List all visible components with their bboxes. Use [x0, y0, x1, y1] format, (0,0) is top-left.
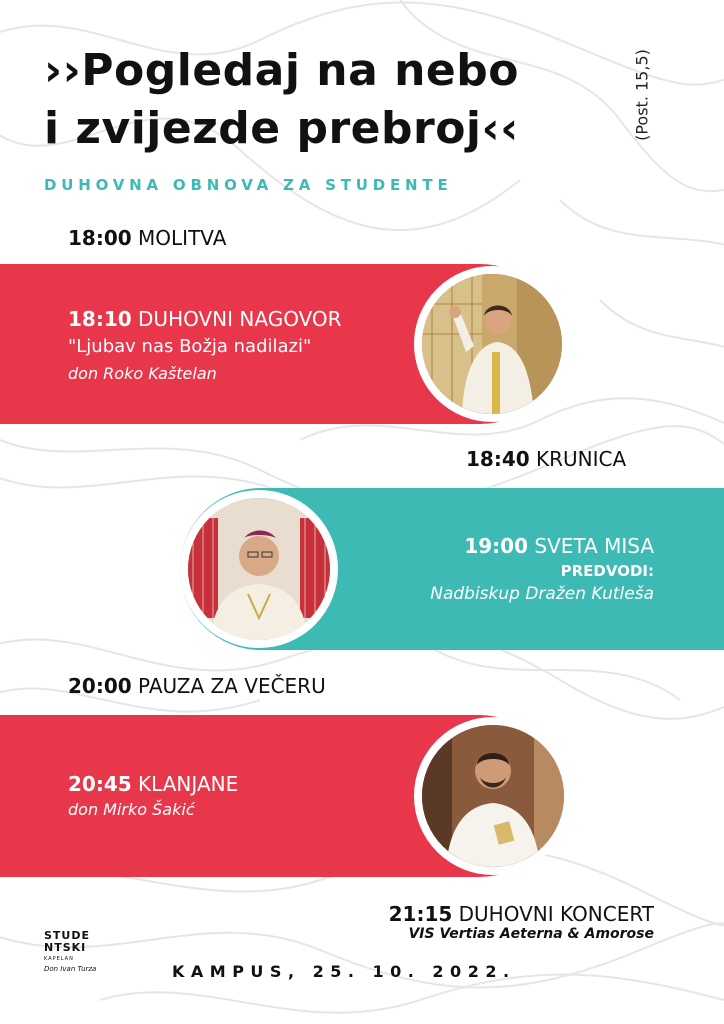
bible-reference [628, 40, 656, 150]
schedule-time: 18:00 [68, 226, 132, 250]
schedule-label: DUHOVNI NAGOVOR [138, 307, 342, 331]
schedule-label: DUHOVNI KONCERT [458, 902, 654, 926]
logo-line-1: STUDE [44, 929, 91, 942]
misa-note: PREDVODI: [560, 562, 654, 580]
schedule-label: SVETA MISA [534, 534, 654, 558]
schedule-label: PAUZA ZA VEČERU [138, 674, 326, 698]
schedule-time: 18:10 [68, 307, 132, 331]
speaker-photo-roko [414, 266, 570, 422]
schedule-item-koncert [389, 902, 654, 926]
schedule-item-klanjane [68, 772, 238, 796]
misa-speaker: Nadbiskup Dražen Kutleša [430, 584, 654, 604]
logo-signature: Don Ivan Turza [44, 965, 97, 973]
title-line-1: ››Pogledaj na nebo [44, 45, 519, 96]
page-title [44, 42, 519, 158]
studentski-kapelan-logo [44, 930, 104, 973]
koncert-performers: VIS Vertias Aeterna & Amorose [408, 926, 654, 942]
schedule-time: 21:15 [388, 902, 453, 926]
schedule-label: KLANJANE [138, 772, 239, 796]
schedule-item-krunica [466, 447, 626, 471]
speaker-photo-kutlesa [180, 490, 338, 648]
schedule-time: 19:00 [464, 534, 529, 558]
bible-reference-text: (Post. 15,5) [632, 49, 652, 141]
nagovor-speaker: don Roko Kaštelan [68, 364, 217, 383]
schedule-label: MOLITVA [138, 226, 227, 250]
klanjane-speaker: don Mirko Šakić [68, 800, 195, 819]
event-location-date: KAMPUS, 25. 10. 2022. [172, 962, 516, 981]
subtitle: DUHOVNA OBNOVA ZA STUDENTE [44, 176, 453, 194]
schedule-time: 20:00 [68, 674, 132, 698]
schedule-item-misa [464, 534, 654, 558]
title-line-2: i zvijezde prebroj‹‹ [44, 103, 519, 154]
schedule-time: 18:40 [466, 447, 530, 471]
schedule-label: KRUNICA [536, 447, 627, 471]
schedule-item-nagovor [68, 307, 342, 331]
logo-line-2: NTSKI [44, 941, 87, 954]
schedule-time: 20:45 [68, 772, 132, 796]
schedule-item-pauza [68, 674, 326, 698]
speaker-photo-sakic [414, 717, 572, 875]
nagovor-quote: "Ljubav nas Božja nadilazi" [68, 336, 312, 357]
schedule-item-molitva [68, 226, 226, 250]
logo-line-3: KAPELAN [44, 956, 74, 962]
